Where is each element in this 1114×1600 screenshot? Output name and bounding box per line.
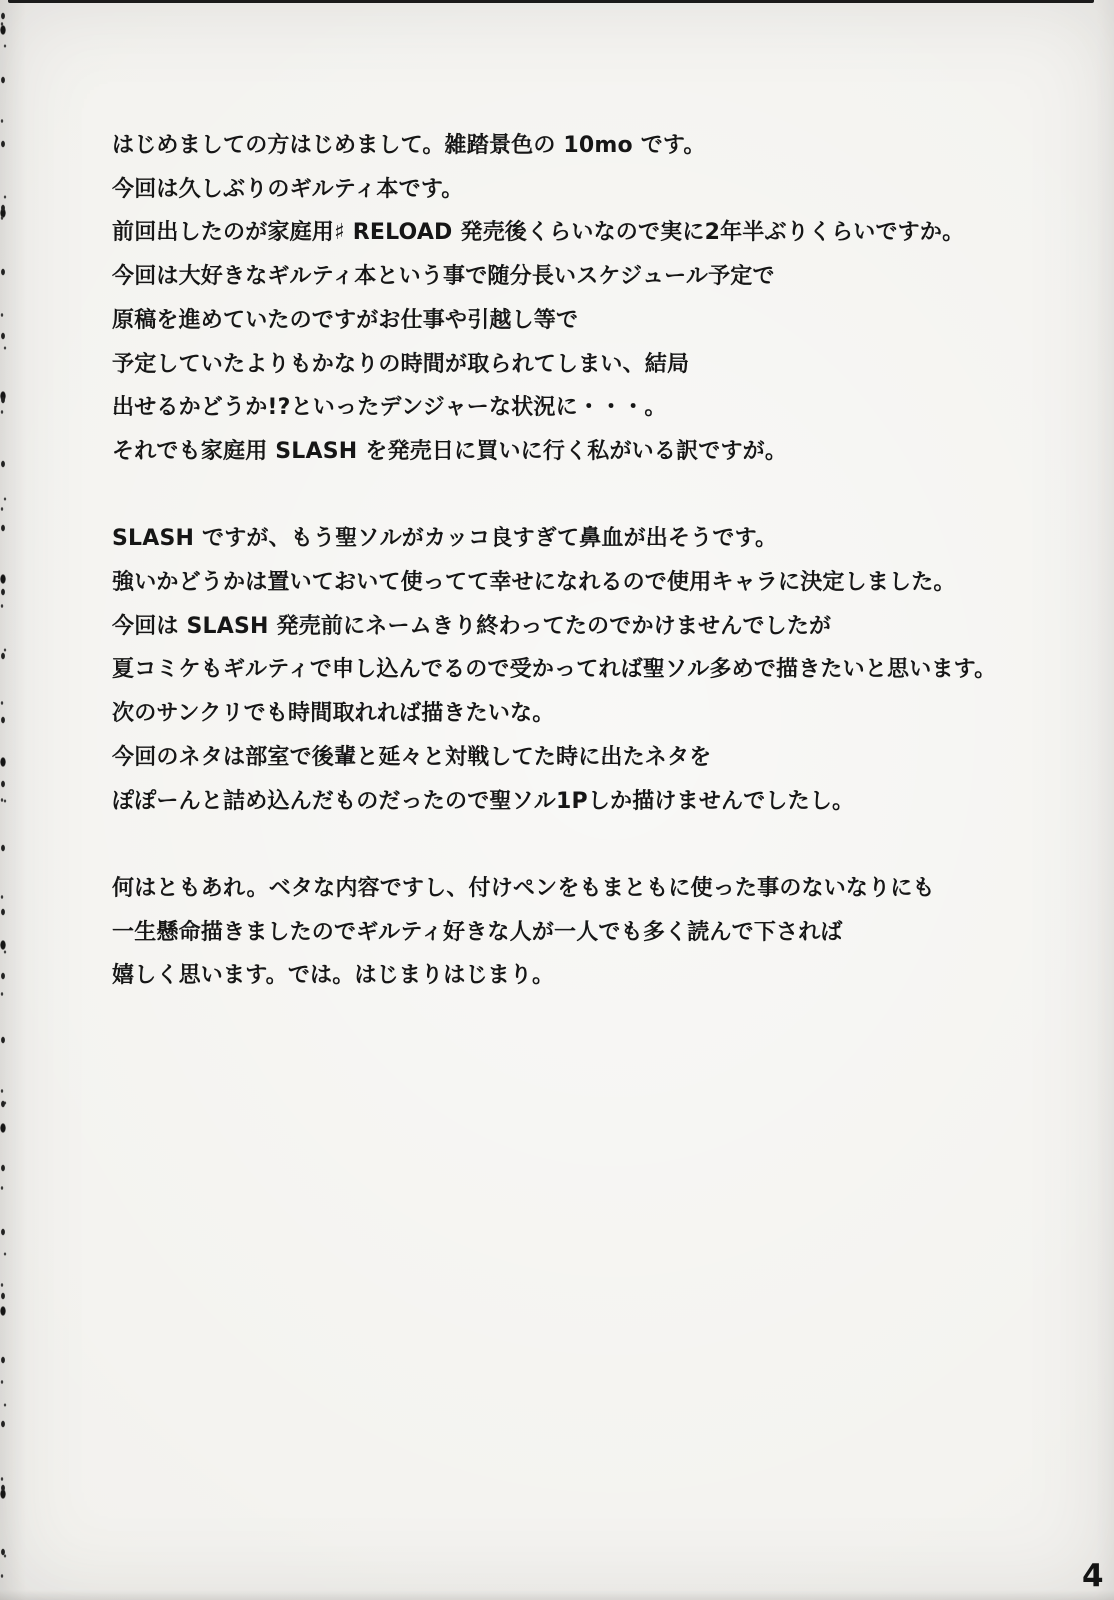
text-line: 予定していたよりもかなりの時間が取られてしまい、結局 [112,351,690,377]
scan-artifact-top-line [8,0,1094,3]
text-line: それでも家庭用 SLASH を発売日に買いに行く私がいる訳ですが。 [112,438,788,464]
scan-artifact-left-edge-marks [0,6,11,1600]
text-line: 出せるかどうか!?といったデンジャーな状況に・・・。 [112,395,667,421]
text-line: 今回は久しぶりのギルティ本です。 [112,176,464,202]
text-line: 次のサンクリでも時間取れれば描きたいな。 [112,701,555,727]
text-line: SLASH ですが、もう聖ソルがカッコ良すぎて鼻血が出そうです。 [112,526,778,552]
page-number: 4 [1082,1558,1104,1594]
text-line: 今回は大好きなギルティ本という事で随分長いスケジュール予定で [112,264,775,290]
text-line: 強いかどうかは置いておいて使ってて幸せになれるので使用キャラに決定しました。 [112,570,956,596]
text-line: 何はともあれ。ベタな内容ですし、付けペンをもまともに使った事のないなりにも [112,875,935,901]
afterword-text [112,124,1032,998]
text-line: 前回出したのが家庭用♯ RELOAD 発売後くらいなので実に2年半ぶりくらいですか。 [112,220,965,246]
text-line: 今回は SLASH 発売前にネームきり終わってたのでかけませんでしたが [112,613,832,639]
text-line: 一生懸命描きましたのでギルティ好きな人が一人でも多く読んで下されば [112,919,843,945]
text-line: 嬉しく思います。では。はじまりはじまり。 [112,963,555,989]
text-line: 夏コミケもギルティで申し込んでるので受かってれば聖ソル多めで描きたいと思います。 [112,657,997,683]
text-line: 原稿を進めていたのですがお仕事や引越し等で [112,307,579,333]
text-line: はじめましての方はじめまして。雑踏景色の 10mo です。 [112,133,706,158]
text-line: 今回のネタは部室で後輩と延々と対戦してた時に出たネタを [112,744,712,770]
text-line: ぽぽーんと詰め込んだものだったので聖ソル1Pしか描けませんでしたし。 [112,788,855,814]
